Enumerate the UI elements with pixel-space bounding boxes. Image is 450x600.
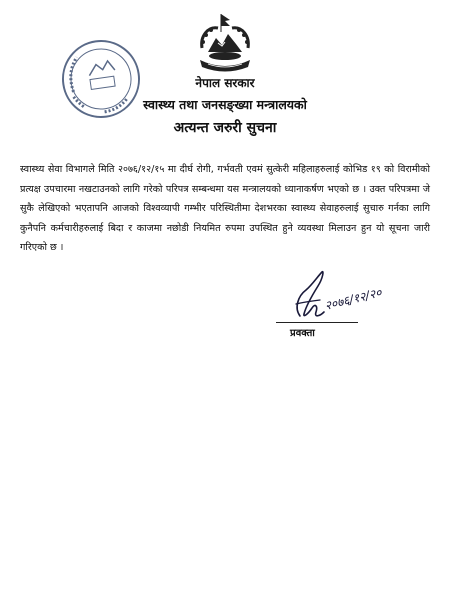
notice-title: अत्यन्त जरुरी सुचना <box>173 120 277 136</box>
spokesperson-title: प्रवक्ता <box>290 328 315 339</box>
ministry-name: स्वास्थ्य तथा जनसङ्ख्या मन्त्रालयको <box>143 97 307 112</box>
svg-text:२०७६/१२/२०: २०७६/१२/२० <box>323 285 384 313</box>
signature-line <box>276 322 358 323</box>
nepal-government-emblem-icon <box>194 12 256 74</box>
handwritten-signature <box>278 268 408 326</box>
notice-body <box>20 160 430 258</box>
government-name: नेपाल सरकार <box>195 76 255 90</box>
notice-paragraph: स्वास्थ्य सेवा विभागले मिति २०७६/१२/१५ मा दीर्घ रोगी, गर्भवती एवमं सुत्केरी महिलाहरुलाई कोभिड १९ को विरामीको प्रत्यक्ष उपचारमा नखटाउनको लागि गरेको परिपत्र सम्बन्धमा यस मन्त्रालयको ध्यानाकर्षण भएको छ । उक्त परिपत्रमा जे सुकै लेखिएको भएतापनि आजको विश्वव्यापी गम्भीर परिस्थितीमा देशभरका स्वास्थ्य सेवाहरुलाई सुचारु गर्नका लागि कुनैपनि कर्मचारीहरुलाई बिदा र काजमा नछोडी नियमित रुपमा उपस्थित हुने व्यवस्था मिलाउन हुन यो सूचना जारी गरिएको छ । <box>20 164 430 253</box>
